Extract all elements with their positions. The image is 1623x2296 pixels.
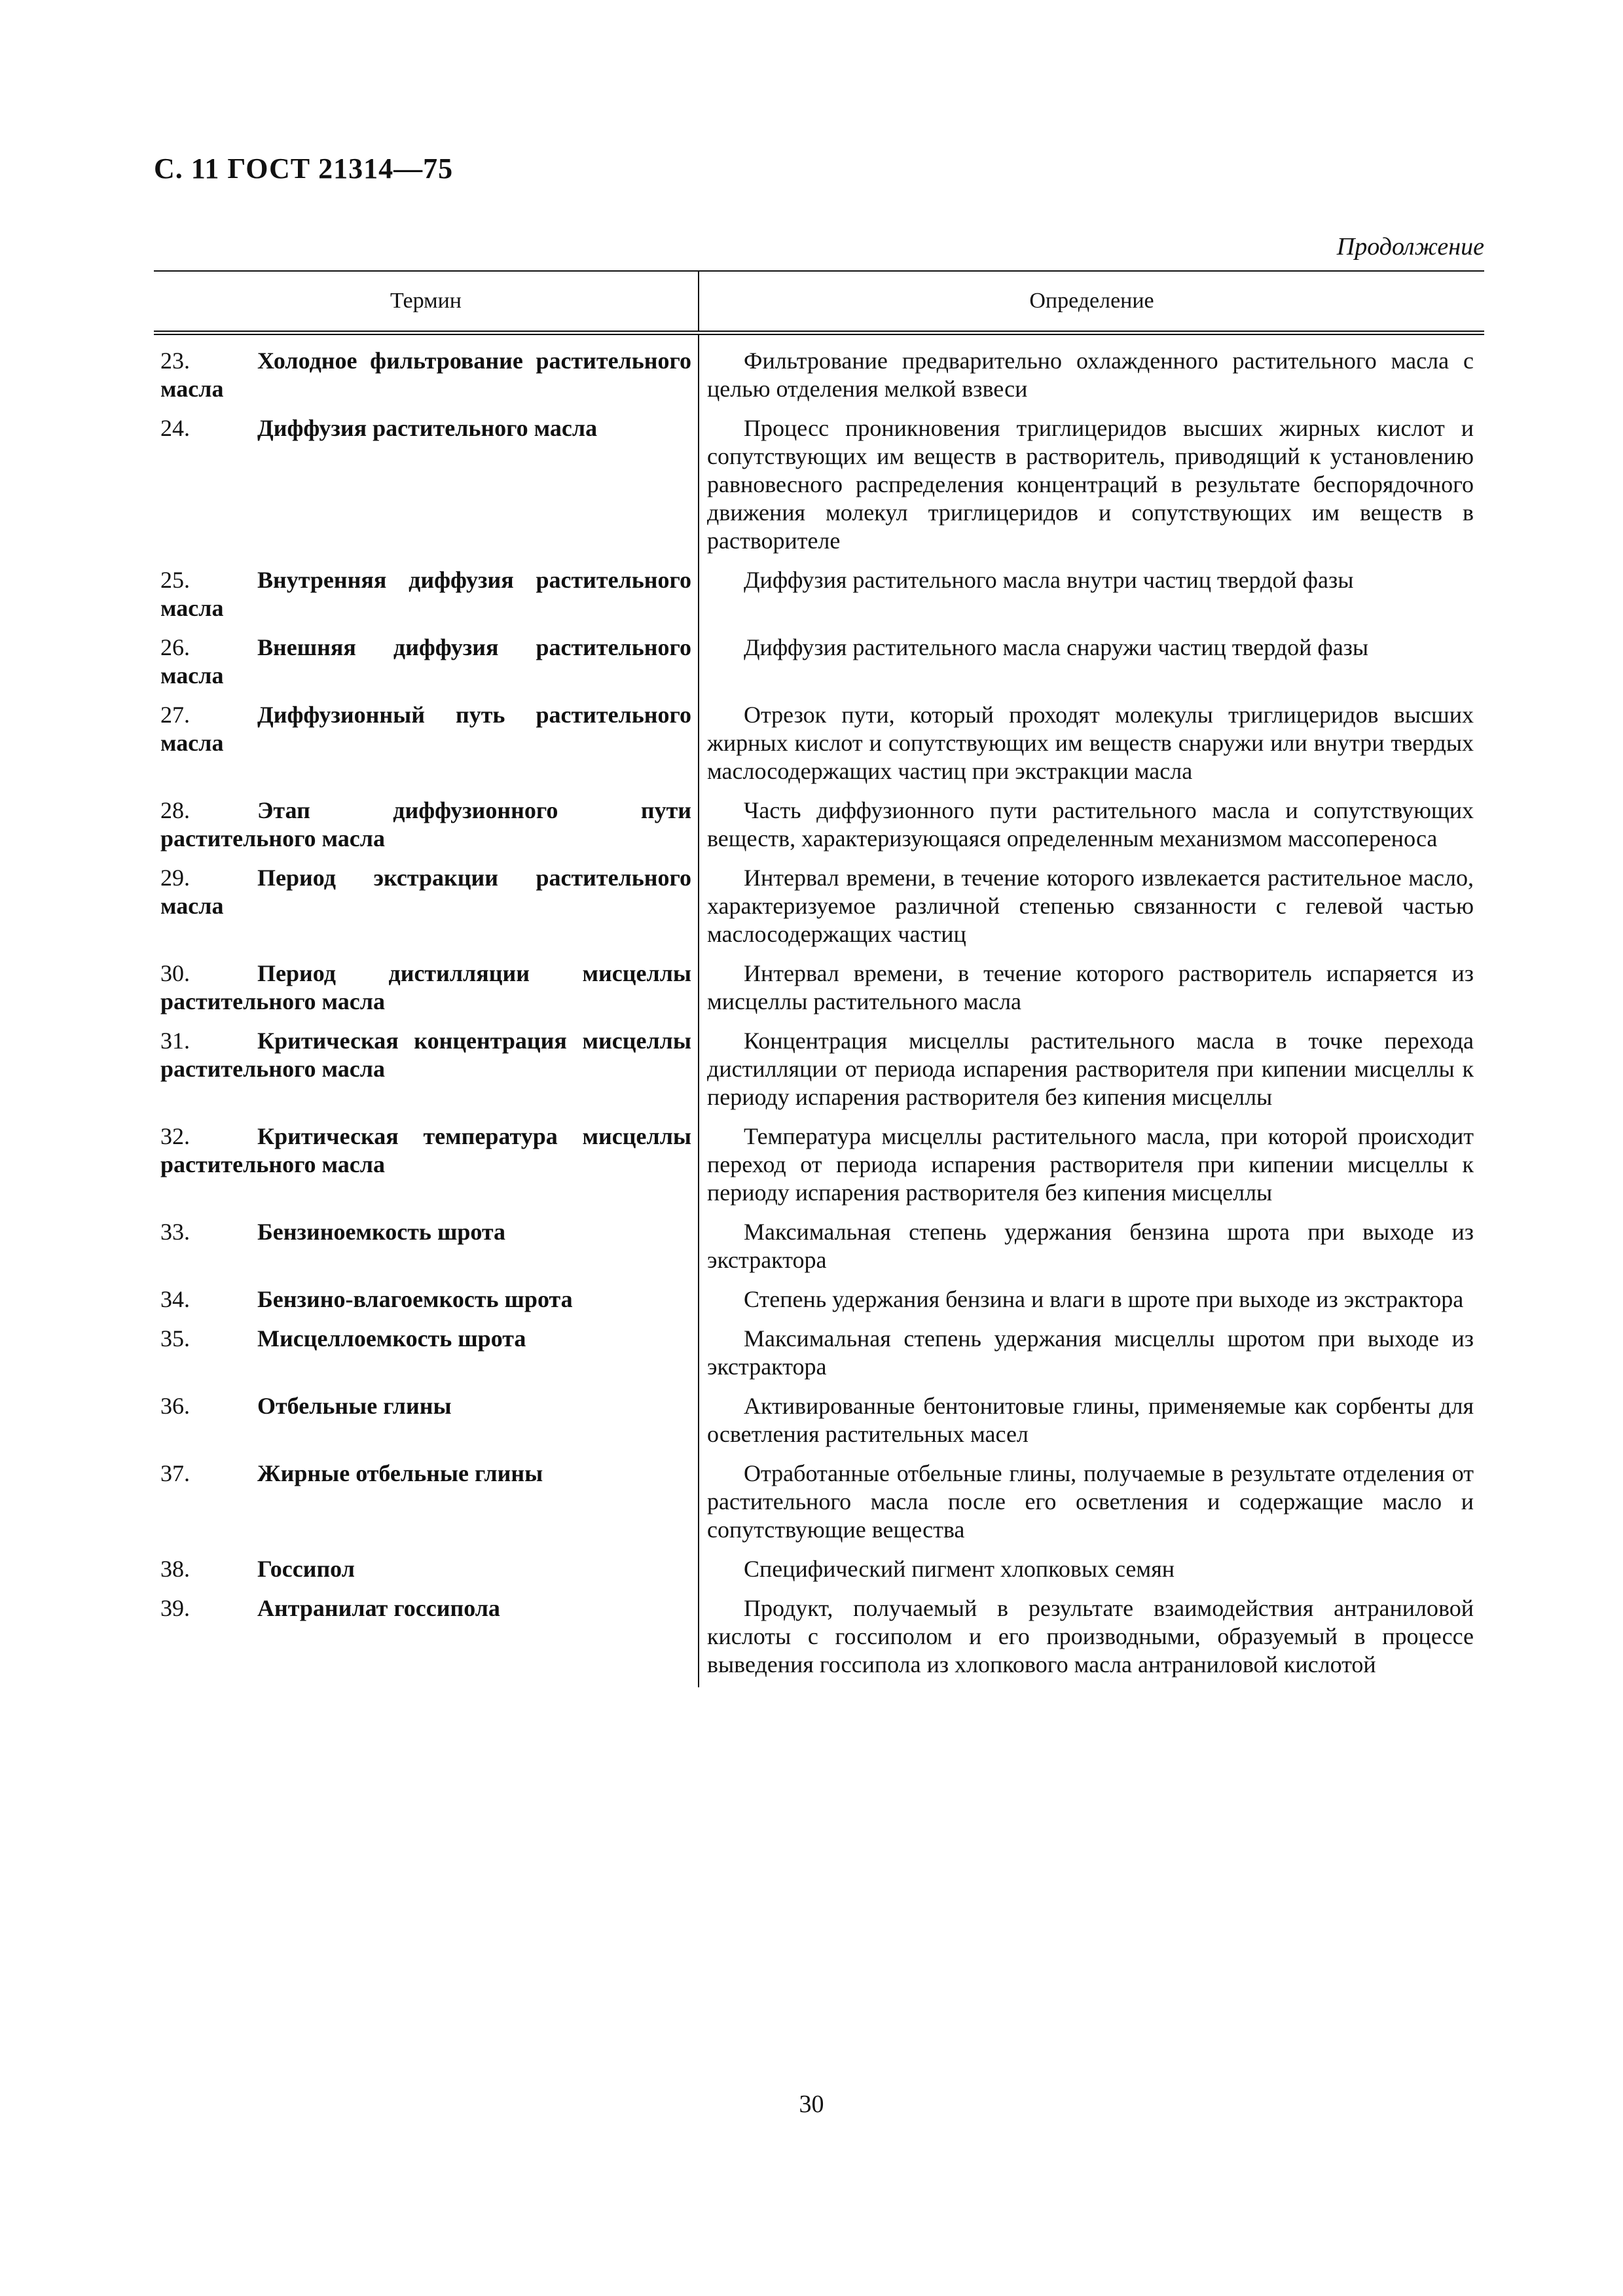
definition-cell: Максимальная степень удержания бензина шрота при выходе из экстрактора bbox=[707, 1219, 1474, 1273]
term-name: Мисцеллоемкость шрота bbox=[257, 1325, 526, 1352]
term-number: 24. bbox=[160, 415, 190, 441]
table-row bbox=[154, 1024, 1484, 1120]
term-number: 23. bbox=[160, 348, 190, 374]
table-header-row bbox=[154, 271, 1484, 333]
term-cell bbox=[154, 1552, 699, 1592]
table-row bbox=[154, 1592, 1484, 1687]
definition-cell: Продукт, получаемый в результате взаимодействия антраниловой кислоты с госсиполом и его производными, образуемый в процессе выведения госсипола из хлопкового масла антраниловой кислотой bbox=[707, 1595, 1474, 1677]
term-cell bbox=[154, 1283, 699, 1322]
definition-cell: Диффузия растительного масла снаружи частиц твердой фазы bbox=[744, 634, 1369, 660]
definition-cell: Отработанные отбельные глины, получаемые в результате отделения от растительного масла после его осветления и содержащие масло и сопутствующие вещества bbox=[707, 1460, 1474, 1543]
definition-cell: Процесс проникновения триглицеридов высших жирных кислот и сопутствующих им веществ в растворитель, приводящий к установлению равновесного распределения концентраций в результате беспорядочного движения молекул триглицеридов и сопутствующих им веществ в растворителе bbox=[707, 415, 1474, 554]
term-number: 32. bbox=[160, 1123, 190, 1149]
term-cell bbox=[154, 333, 699, 412]
definition-cell: Специфический пигмент хлопковых семян bbox=[744, 1556, 1175, 1582]
term-cell bbox=[154, 1390, 699, 1457]
term-number: 25. bbox=[160, 567, 190, 593]
term-name: Период экстракции растительного масла bbox=[160, 865, 691, 919]
term-cell bbox=[154, 698, 699, 794]
term-cell bbox=[154, 1592, 699, 1687]
term-number: 29. bbox=[160, 865, 190, 891]
term-name: Критическая температура мисцеллы растительного масла bbox=[160, 1123, 691, 1177]
definition-cell: Степень удержания бензина и влаги в шроте при выходе из экстрактора bbox=[744, 1286, 1464, 1312]
term-cell bbox=[154, 1120, 699, 1215]
continuation-label: Продолжение bbox=[1336, 233, 1484, 260]
table-row bbox=[154, 957, 1484, 1024]
term-name: Период дистилляции мисцеллы растительного масла bbox=[160, 960, 691, 1014]
page-number: 30 bbox=[799, 2090, 824, 2118]
term-cell bbox=[154, 412, 699, 564]
definition-cell: Интервал времени, в течение которого извлекается растительное масло, характеризуемое различной степенью связанности с гелевой частью маслосодержащих частиц bbox=[707, 865, 1474, 947]
term-name: Критическая концентрация мисцеллы растительного масла bbox=[160, 1028, 691, 1082]
definition-cell: Диффузия растительного масла внутри частиц твердой фазы bbox=[744, 567, 1354, 593]
term-name: Холодное фильтрование растительного масла bbox=[160, 348, 691, 402]
term-cell bbox=[154, 631, 699, 698]
term-number: 38. bbox=[160, 1556, 190, 1582]
definition-cell: Температура мисцеллы растительного масла, при которой происходит переход от периода испарения растворителя при кипении мисцеллы к периоду испарения растворителя без кипения мисцеллы bbox=[707, 1123, 1474, 1206]
term-cell bbox=[154, 957, 699, 1024]
table-row bbox=[154, 1552, 1484, 1592]
term-number: 35. bbox=[160, 1325, 190, 1352]
term-cell bbox=[154, 1322, 699, 1390]
term-cell bbox=[154, 1024, 699, 1120]
terms-table bbox=[154, 270, 1484, 1687]
table-body bbox=[154, 333, 1484, 1688]
table-row bbox=[154, 1457, 1484, 1552]
term-cell bbox=[154, 1215, 699, 1283]
term-cell bbox=[154, 564, 699, 631]
definition-cell: Концентрация мисцеллы растительного масла в точке перехода дистилляции от периода испарения растворителя при кипении мисцеллы к периоду испарения растворителя без кипения мисцеллы bbox=[707, 1028, 1474, 1110]
term-number: 33. bbox=[160, 1219, 190, 1245]
table-row bbox=[154, 631, 1484, 698]
term-cell bbox=[154, 1457, 699, 1552]
term-number: 36. bbox=[160, 1393, 190, 1419]
term-name: Диффузионный путь растительного масла bbox=[160, 702, 691, 756]
table-row bbox=[154, 861, 1484, 957]
table-row bbox=[154, 412, 1484, 564]
term-cell bbox=[154, 794, 699, 861]
table-row bbox=[154, 1120, 1484, 1215]
term-name: Бензиноемкость шрота bbox=[257, 1219, 506, 1245]
definition-cell: Интервал времени, в течение которого растворитель испаряется из мисцеллы растительного масла bbox=[707, 960, 1474, 1014]
column-header-definition: Определение bbox=[699, 271, 1484, 333]
table-row bbox=[154, 333, 1484, 412]
column-header-term: Термин bbox=[154, 271, 699, 333]
term-number: 27. bbox=[160, 702, 190, 728]
term-name: Бензино-влагоемкость шрота bbox=[257, 1286, 573, 1312]
term-number: 34. bbox=[160, 1286, 190, 1312]
table-row bbox=[154, 698, 1484, 794]
term-name: Отбельные глины bbox=[257, 1393, 452, 1419]
term-number: 30. bbox=[160, 960, 190, 986]
term-cell bbox=[154, 861, 699, 957]
definition-cell: Максимальная степень удержания мисцеллы шротом при выходе из экстрактора bbox=[707, 1325, 1474, 1380]
definition-cell: Фильтрование предварительно охлажденного растительного масла с целью отделения мелкой взвеси bbox=[707, 348, 1474, 402]
table-row bbox=[154, 1322, 1484, 1390]
term-name: Диффузия растительного масла bbox=[257, 415, 598, 441]
term-name: Внутренняя диффузия растительного масла bbox=[160, 567, 691, 621]
table-row bbox=[154, 794, 1484, 861]
term-number: 28. bbox=[160, 797, 190, 823]
table-row bbox=[154, 1390, 1484, 1457]
term-number: 31. bbox=[160, 1028, 190, 1054]
table-row bbox=[154, 1215, 1484, 1283]
term-name: Внешняя диффузия растительного масла bbox=[160, 634, 691, 689]
definition-cell: Отрезок пути, который проходят молекулы триглицеридов высших жирных кислот и сопутствующих им веществ снаружи или внутри твердых маслосодержащих частиц при экстракции масла bbox=[707, 702, 1474, 784]
term-name: Госсипол bbox=[257, 1556, 355, 1582]
term-number: 37. bbox=[160, 1460, 190, 1486]
table-row bbox=[154, 1283, 1484, 1322]
term-name: Антранилат госсипола bbox=[257, 1595, 500, 1621]
table-row bbox=[154, 564, 1484, 631]
definition-cell: Активированные бентонитовые глины, применяемые как сорбенты для осветления растительных масел bbox=[707, 1393, 1474, 1447]
page-header: С. 11 ГОСТ 21314—75 bbox=[154, 152, 454, 185]
term-number: 26. bbox=[160, 634, 190, 660]
term-name: Этап диффузионного пути растительного масла bbox=[160, 797, 691, 852]
term-name: Жирные отбельные глины bbox=[257, 1460, 543, 1486]
definition-cell: Часть диффузионного пути растительного масла и сопутствующих веществ, характеризующаяся определенным механизмом массопереноса bbox=[707, 797, 1474, 852]
term-number: 39. bbox=[160, 1595, 190, 1621]
